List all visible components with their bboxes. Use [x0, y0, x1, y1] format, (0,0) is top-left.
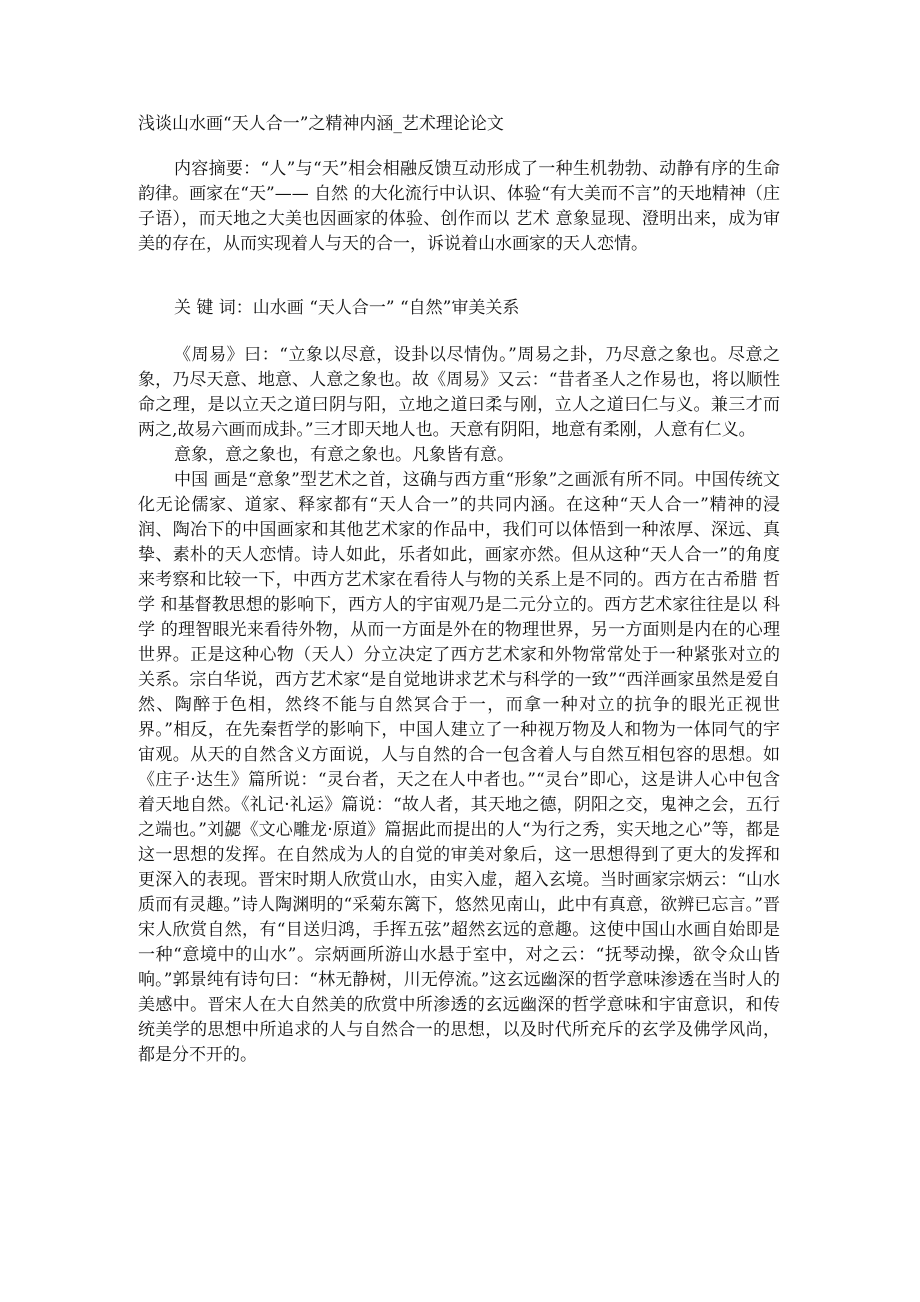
document-title: 浅谈山水画“天人合一”之精神内涵_艺术理论论文: [138, 114, 504, 134]
body-text: [138, 343, 780, 1068]
body-paragraph-yixiang: 意象，意之象也，有意之象也。凡象皆有意。: [174, 445, 514, 465]
keywords-line: 关 键 词：山水画 “天人合一” “自然”审美关系: [174, 298, 520, 318]
body-paragraph-zhouyi: 《周易》曰：“立象以尽意，设卦以尽情伪。”周易之卦，乃尽意之象也。尽意之象，乃尽天意、地意、人意之象也。故《周易》又云：“昔者圣人之作易也，将以顺性命之理，是以立天之道曰阴与阳，立地之道曰柔与刚，立人之道曰仁与义。兼三才而两之,故易六画而成卦。”三才即天地人也。天意有阴阳，地意有柔刚，人意有仁义。: [138, 345, 780, 440]
body-paragraph-main: 中国 画是“意象”型艺术之首，这确与西方重“形象”之画派有所不同。中国传统文化无论儒家、道家、释家都有“天人合一”的共同内涵。在这种“天人合一”精神的浸润、陶冶下的中国画家和其他艺术家的作品中，我们可以体悟到一种浓厚、深远、真挚、素朴的天人恋情。诗人如此，乐者如此，画家亦然。但从这种“天人合一”的角度来考察和比较一下，中西方艺术家在看待人与物的关系上是不同的。西方在古希腊 哲学 和基督教思想的影响下，西方人的宇宙观乃是二元分立的。西方艺术家往往是以 科学 的理智眼光来看待外物，从而一方面是外在的物理世界，另一方面则是内在的心理世界。正是这种心物（天人）分立决定了西方艺术家和外物常常处于一种紧张对立的关系。宗白华说，西方艺术家“是自觉地讲求艺术与科学的一致”“西洋画家虽然是爱自然、陶醉于色相，然终不能与自然冥合于一，而拿一种对立的抗争的眼光正视世界。”相反，在先秦哲学的影响下，中国人建立了一种视万物及人和物为一体同气的宇宙观。从天的自然含义方面说，人与自然的合一包含着人与自然互相包容的思想。如《庄子·达生》篇所说：“灵台者，天之在人中者也。”“灵台”即心，这是讲人心中包含着天地自然。《礼记·礼运》篇说：“故人者，其天地之德，阴阳之交，鬼神之会，五行之端也。”刘勰《文心雕龙·原道》篇据此而提出的人“为行之秀，实天地之心”等，都是这一思想的发挥。在自然成为人的自觉的审美对象后，这一思想得到了更大的发挥和更深入的表现。晋宋时期人欣赏山水，由实入虚，超入玄境。当时画家宗炳云：“山水质而有灵趣。”诗人陶渊明的“采菊东篱下，悠然见南山，此中有真意，欲辨已忘言。”晋宋人欣赏自然，有“目送归鸿，手挥五弦”超然玄远的意趣。这使中国山水画自始即是一种“意境中的山水”。宗炳画所游山水悬于室中，对之云：“抚琴动操，欲令众山皆响。”郭景纯有诗句曰：“林无静树，川无停流。”这玄远幽深的哲学意味渗透在当时人的美感中。晋宋人在大自然美的欣赏中所渗透的玄远幽深的哲学意味和宇宙意识，和传统美学的思想中所追求的人与自然合一的思想，以及时代所充斥的玄学及佛学风尚，都是分不开的。: [138, 470, 780, 1065]
abstract-paragraph: 内容摘要：“人”与“天”相会相融反馈互动形成了一种生机勃勃、动静有序的生命韵律。画家在“天”—— 自然 的大化流行中认识、体验“有大美而不言”的天地精神（庄子语），而天地之大美也因画家的体验、创作而以 艺术 意象显现、澄明出来，成为审美的存在，从而实现着人与天的合一，诉说着山水画家的天人恋情。: [138, 159, 780, 254]
